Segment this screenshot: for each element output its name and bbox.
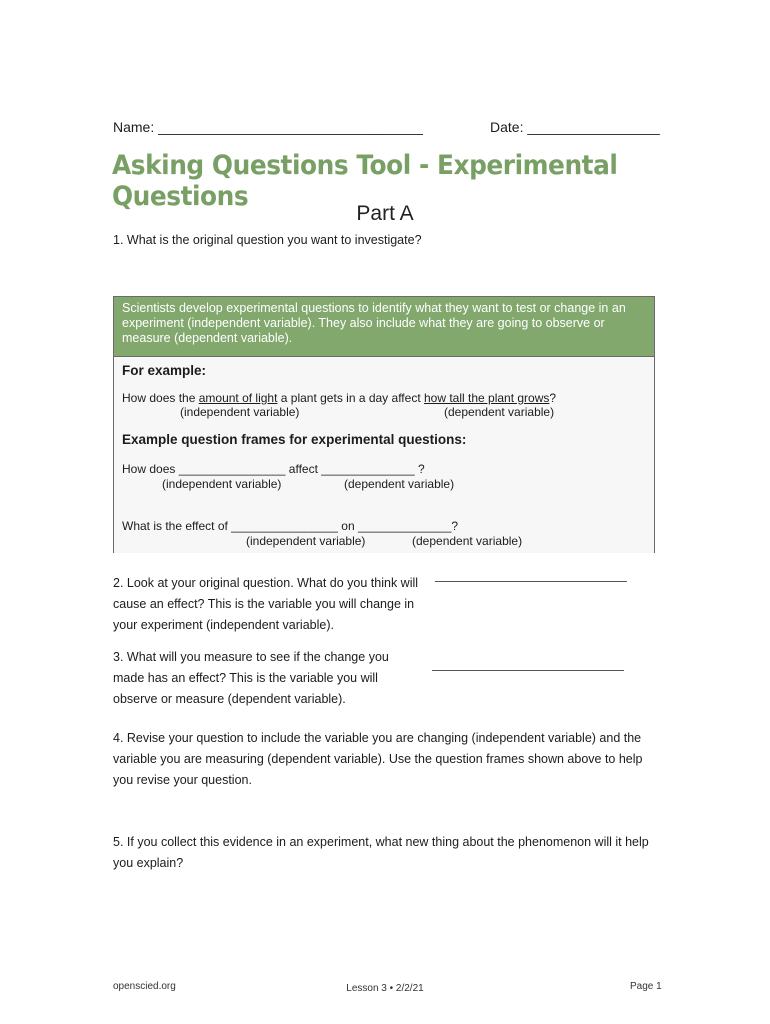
info-box-header: Scientists develop experimental questions to identify what they want to test or change in an experiment (independent variable). They also include what they are going to observe or measure (dependent variable). xyxy=(114,297,654,357)
question-1: 1. What is the original question you want to investigate? xyxy=(113,233,422,247)
question-3: 3. What will you measure to see if the change you made has an effect? This is the variable you will observe or measure (dependent variable). xyxy=(113,650,389,706)
date-field-label: Date: _________________ xyxy=(490,119,660,135)
for-example-heading: For example: xyxy=(122,363,207,378)
question-5: 5. If you collect this evidence in an experiment, what new thing about the phenomenon will it help you explain? xyxy=(113,835,649,870)
example-iv-label: (independent variable) xyxy=(180,405,300,419)
frame-1-dv-label: (dependent variable) xyxy=(344,477,455,491)
name-field-label: Name: __________________________________ xyxy=(113,119,423,135)
example-pre: How does the xyxy=(122,391,199,405)
example-post: ? xyxy=(549,391,557,405)
frame-2-dv-label: (dependent variable) xyxy=(412,534,523,548)
example-dv-label: (dependent variable) xyxy=(444,405,555,419)
example-question xyxy=(122,391,556,405)
example-dependent-variable: how tall the plant grows xyxy=(423,391,550,405)
answer-line-2[interactable] xyxy=(435,581,627,582)
question-4: 4. Revise your question to include the variable you are changing (independent variable) and the variable you are measuring (dependent variable). Use the question frames shown above to help you revise your question. xyxy=(113,731,643,787)
frame-2-iv-label: (independent variable) xyxy=(246,534,366,548)
experimental-questions-info-box xyxy=(113,296,655,553)
question-frame-1: How does ________________ affect ______________ ? xyxy=(122,462,425,476)
info-box-body xyxy=(114,357,654,553)
answer-line-3[interactable] xyxy=(432,670,624,671)
footer-site: openscied.org xyxy=(113,981,176,992)
footer-page-number: Page 1 xyxy=(630,981,662,992)
footer-lesson: Lesson 3 • 2/2/21 xyxy=(346,983,424,994)
part-heading: Part A xyxy=(356,202,414,225)
example-mid: a plant gets in a day affect xyxy=(277,391,424,405)
frame-1-iv-label: (independent variable) xyxy=(162,477,282,491)
question-frames-heading: Example question frames for experimental questions: xyxy=(122,432,467,447)
question-frame-2: What is the effect of ________________ on ______________? xyxy=(122,519,459,533)
question-2: 2. Look at your original question. What do you think will cause an effect? This is the variable you will change in your experiment (independent variable). xyxy=(113,576,419,632)
example-independent-variable: amount of light xyxy=(198,391,278,405)
page-title: Asking Questions Tool - Experimental Questions xyxy=(112,150,618,212)
